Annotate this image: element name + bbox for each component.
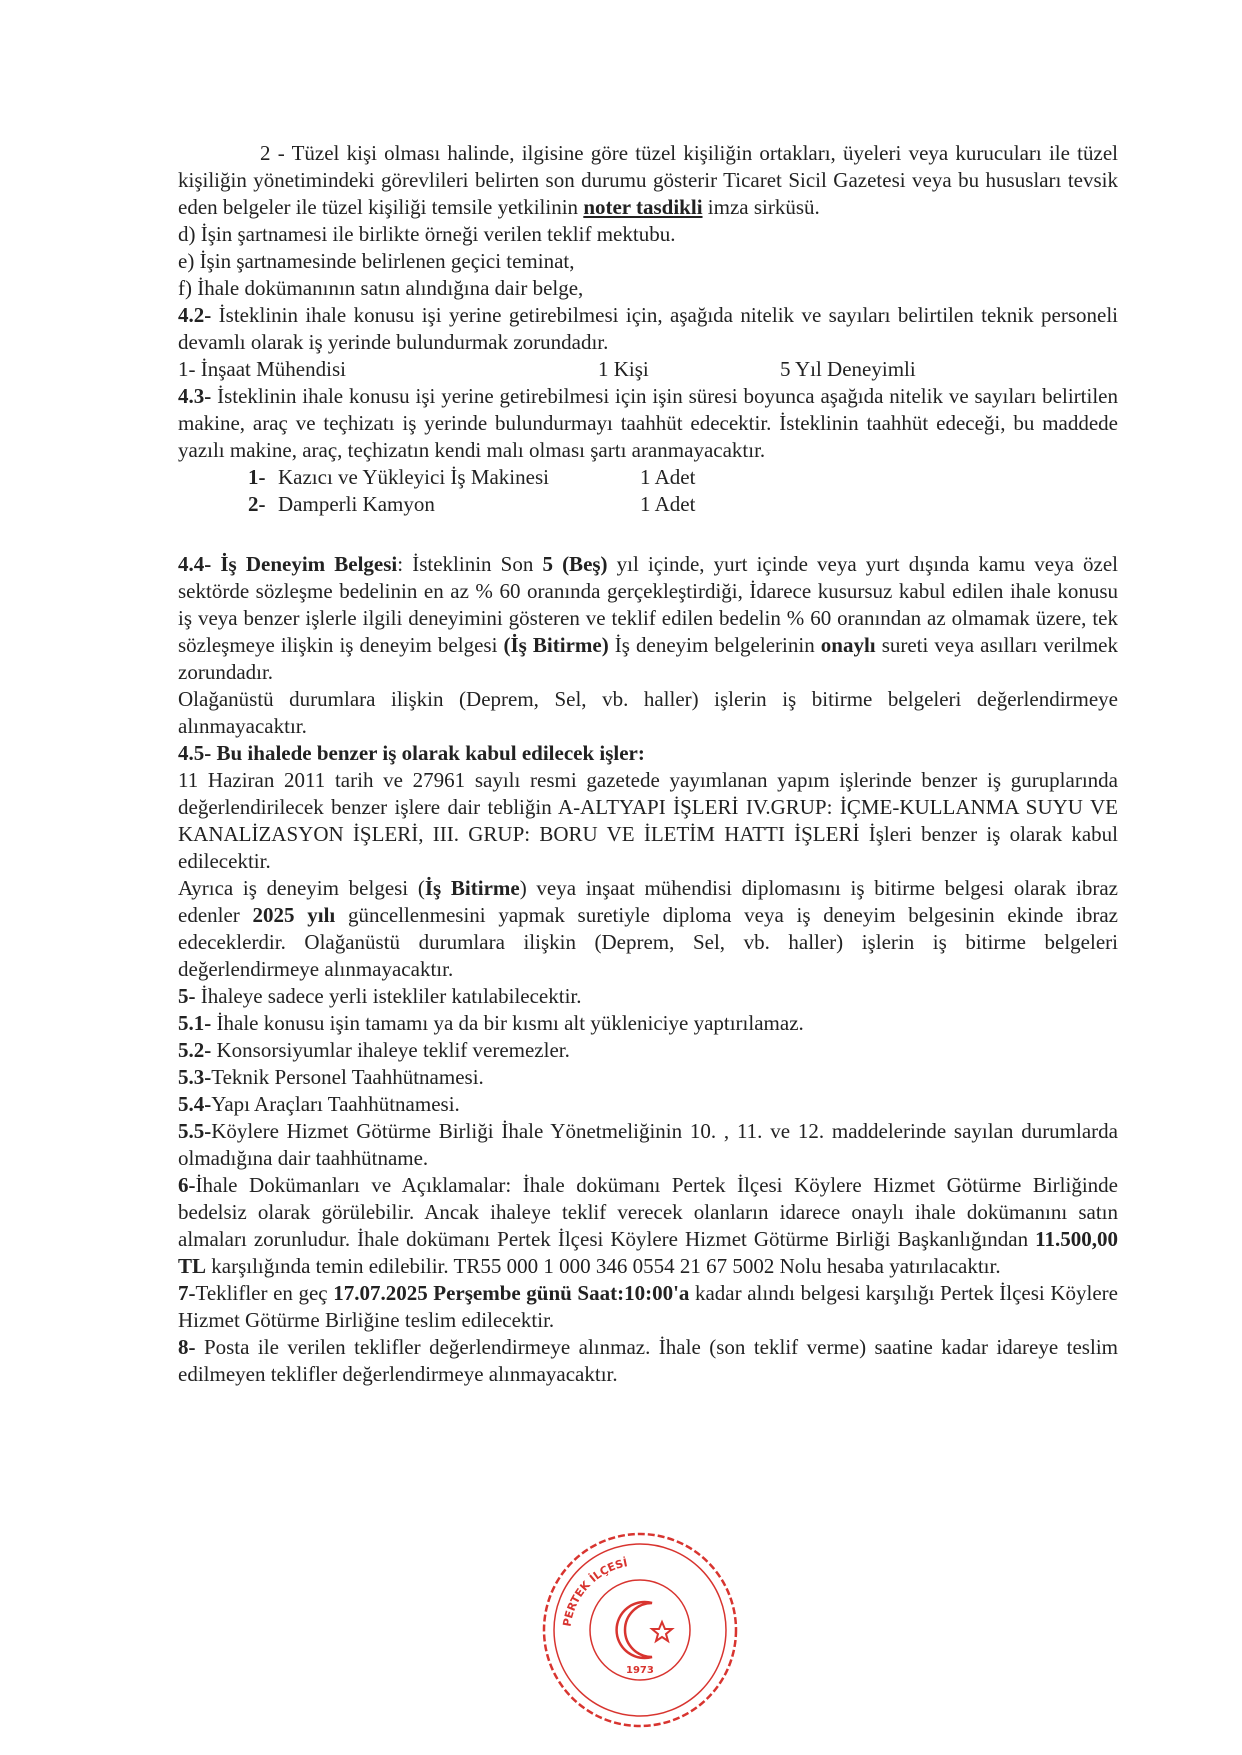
- official-seal: [530, 1525, 750, 1735]
- section-5: 5- İhaleye sadece yerli istekliler katılabilecektir.: [178, 984, 582, 1008]
- section-4-4-extra: Olağanüstü durumlara ilişkin (Deprem, Sel, vb. haller) işlerin iş bitirme belgeleri değerlendirmeye alınmayacaktır.: [178, 687, 1118, 738]
- equipment-row: 1- Kazıcı ve Yükleyici İş Makinesi 1 Adet: [248, 465, 696, 489]
- item-f: f) İhale dokümanının satın alındığına dair belge,: [178, 276, 584, 300]
- equipment-name: Kazıcı ve Yükleyici İş Makinesi: [278, 465, 549, 489]
- section-4-5-body: 11 Haziran 2011 tarih ve 27961 sayılı resmi gazetede yayımlanan yapım işlerinde benzer iş guruplarında değerlendirilecek benzer işlere dair tebliğin A-ALTYAPI İŞLERİ IV.GRUP: İÇME-KULLANMA SUYU VE KANALİZASYON İŞLERİ, III. GRUP: BORU VE İLETİM HATTI İŞLERİ İşleri benzer iş olarak kabul edilecektir.: [178, 768, 1118, 873]
- section-5-3: 5.3-Teknik Personel Taahhütnamesi.: [178, 1065, 484, 1089]
- paragraph-2: 2 - Tüzel kişi olması halinde, ilgisine göre tüzel kişiliğin ortakları, üyeleri veya kurucuları ile tüzel kişiliğin yönetimindeki görevlileri belirten son durumu gösterir Ticaret Sicil Gazetesi veya bu hususları tevsik eden belgeler ile tüzel kişiliği temsile yetkilinin noter tasdikli imza sirküsü.: [178, 141, 1118, 219]
- section-6: 6-İhale Dokümanları ve Açıklamalar: İhale dokümanı Pertek İlçesi Köylere Hizmet Götürme Birliğinde bedelsiz olarak görülebilir. Ancak ihaleye teklif verecek olanların idarece onaylı ihale dokümanını satın almaları zorunludur. İhale dokümanı Pertek İlçesi Köylere Hizmet Götürme Birliği Başkanlığından 11.500,00 TL karşılığında temin edilebilir. TR55 000 1 000 346 0554 21 67 5002 Nolu hesaba yatırılacaktır.: [178, 1173, 1118, 1278]
- section-5-1: 5.1- İhale konusu işin tamamı ya da bir kısmı alt yükleniciye yaptırılamaz.: [178, 1011, 804, 1035]
- item-d: d) İşin şartnamesi ile birlikte örneği verilen teklif mektubu.: [178, 222, 676, 246]
- section-4-5-extra: Ayrıca iş deneyim belgesi (İş Bitirme) veya inşaat mühendisi diplomasını iş bitirme belgesi olarak ibraz edenler 2025 yılı güncellenmesini yapmak suretiyle diploma veya iş deneyim belgesinin ekinde ibraz edeceklerdir. Olağanüstü durumlara ilişkin (Deprem, Sel, vb. haller) işlerin iş bitirme belgeleri değerlendirmeye alınmayacaktır.: [178, 876, 1118, 981]
- section-4-5-heading: 4.5- Bu ihalede benzer iş olarak kabul edilecek işler:: [178, 741, 645, 765]
- seal-year: 1973: [626, 1665, 654, 1676]
- section-5-5: 5.5-Köylere Hizmet Götürme Birliği İhale Yönetmeliğinin 10. , 11. ve 12. maddelerinde sayılan durumlarda olmadığına dair taahhütname.: [178, 1119, 1118, 1170]
- spacer: [178, 518, 1118, 551]
- section-5-4: 5.4-Yapı Araçları Taahhütnamesi.: [178, 1092, 460, 1116]
- equipment-row: 2- Damperli Kamyon 1 Adet: [248, 492, 696, 516]
- item-e: e) İşin şartnamesinde belirlenen geçici teminat,: [178, 249, 575, 273]
- section-8: 8- Posta ile verilen teklifler değerlendirmeye alınmaz. İhale (son teklif verme) saatine kadar idareye teslim edilmeyen teklifler değerlendirmeye alınmayacaktır.: [178, 1335, 1118, 1386]
- seal-text: PERTEK İLÇESİ: [560, 1556, 629, 1628]
- equipment-name: Damperli Kamyon: [278, 492, 435, 516]
- section-4-3: 4.3- İsteklinin ihale konusu işi yerine getirebilmesi için işin süresi boyunca aşağıda nitelik ve sayıları belirtilen makine, araç ve teçhizatı iş yerinde bulundurmayı taahhüt edecektir. İsteklinin taahhüt edeceği, bu maddede yazılı makine, araç, teçhizatın kendi malı olması şartı aranmayacaktır.: [178, 384, 1118, 462]
- section-7: 7-Teklifler en geç 17.07.2025 Perşembe günü Saat:10:00'a kadar alındı belgesi karşılığı Pertek İlçesi Köylere Hizmet Götürme Birliğine teslim edilecektir.: [178, 1281, 1118, 1332]
- section-5-2: 5.2- Konsorsiyumlar ihaleye teklif veremezler.: [178, 1038, 570, 1062]
- personnel-experience: 5 Yıl Deneyimli: [780, 357, 916, 381]
- personnel-row: [178, 356, 1118, 383]
- equipment-qty: 1 Adet: [640, 492, 696, 516]
- noter-tasdikli: noter tasdikli: [583, 195, 703, 219]
- equipment-qty: 1 Adet: [640, 465, 696, 489]
- section-4-2: 4.2- İsteklinin ihale konusu işi yerine getirebilmesi için, aşağıda nitelik ve sayıları belirtilen teknik personeli devamlı olarak iş yerinde bulundurmak zorundadır.: [178, 303, 1118, 354]
- personnel-role: 1- İnşaat Mühendisi: [178, 357, 346, 381]
- personnel-count: 1 Kişi: [598, 357, 649, 381]
- section-4-4: 4.4- İş Deneyim Belgesi: İsteklinin Son 5 (Beş) yıl içinde, yurt içinde veya yurt dışında kamu veya özel sektörde sözleşme bedelinin en az % 60 oranında gerçekleştirdiği, İdarece kusursuz kabul edilen ihale konusu iş veya benzer işlerle ilgili deneyimini gösteren ve teklif edilen bedelin % 60 oranından az olmamak üzere, tek sözleşmeye ilişkin iş deneyim belgesi (İş Bitirme) İş deneyim belgelerinin onaylı sureti veya asılları verilmek zorundadır.: [178, 552, 1118, 684]
